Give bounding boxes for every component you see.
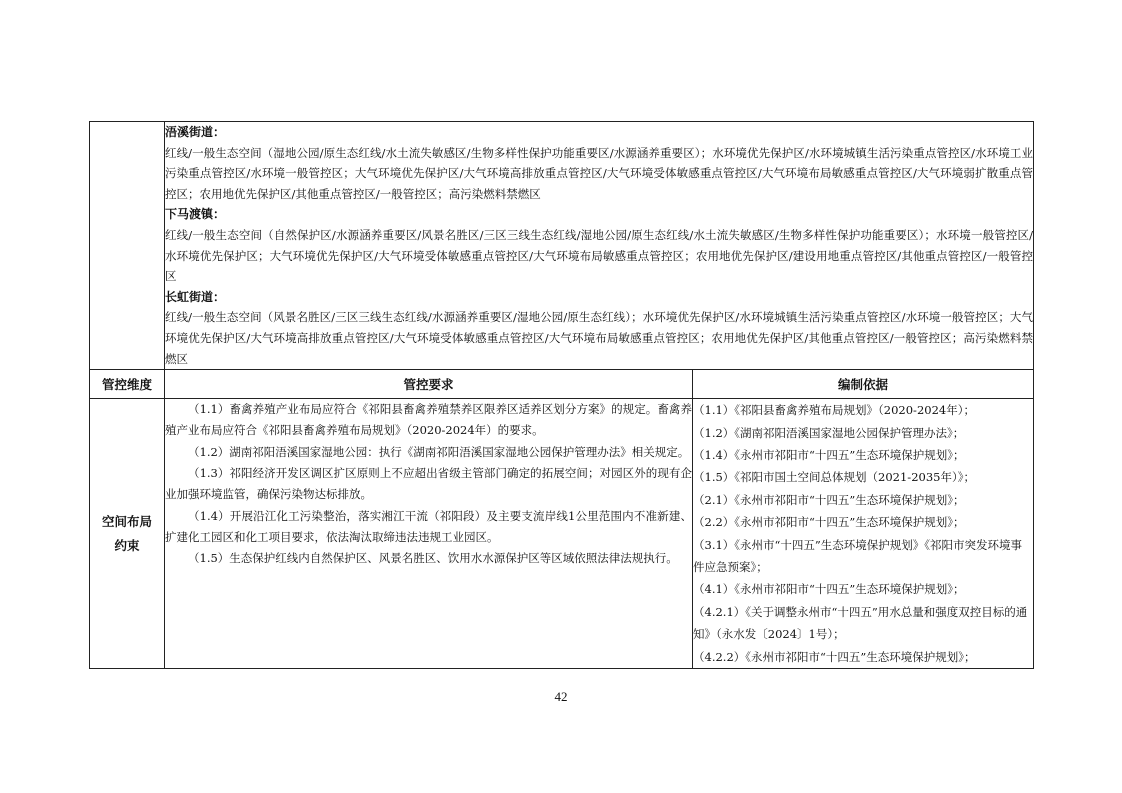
requirement-item: （1.5）生态保护红线内自然保护区、风景名胜区、饮用水水源保护区等区域依照法律法规执行。 (188, 551, 678, 566)
header-requirements: 管控要求 (165, 370, 693, 399)
page-number: 42 (554, 689, 568, 704)
zone-text: 红线/一般生态空间（湿地公园/原生态红线/水土流失敏感区/生物多样性保护功能重要区/水源涵养重要区）；水环境优先保护区/水环境城镇生活污染重点管控区/水环境工业污染重点管控区/水环境一般管控区；大气环境优先保护区/大气环境高排放重点管控区/大气环境受体敏感重点管控区/大气环境布局敏感重点管控区/大气环境弱扩散重点管控区；农用地优先保护区/其他重点管控区/一般管控区；高污染燃料禁燃区 (165, 145, 1034, 201)
basis-item: （1.2）《湖南祁阳浯溪国家湿地公园保护管理办法》； (693, 425, 965, 440)
basis-item: （1.1）《祁阳县畜禽养殖布局规划》（2020-2024年）； (693, 403, 975, 418)
header-basis: 编制依据 (693, 370, 1034, 399)
zone-title: 浯溪街道： (165, 125, 226, 139)
basis-item: （3.1）《永州市“十四五”生态环境保护规划》《祁阳市突发环境事件应急预案》； (693, 537, 1023, 574)
table-row (90, 399, 1034, 669)
control-table (89, 121, 1034, 669)
blank-dimension-cell (90, 122, 165, 370)
zone-text: 红线/一般生态空间（自然保护区/水源涵养重要区/风景名胜区/三区三线生态红线/湿地公园/原生态红线/水土流失敏感区/生物多样性保护功能重要区）；水环境一般管控区/水环境优先保护区；大气环境优先保护区/大气环境受体敏感重点管控区/大气环境布局敏感重点管控区；农用地优先保护区/建设用地重点管控区/其他重点管控区/一般管控区 (165, 227, 1034, 284)
basis-item: （4.2.1）《关于调整永州市“十四五”用水总量和强度双控目标的通知》（永水发〔2024〕1号）； (693, 604, 1028, 642)
zone-wuxi (165, 122, 1033, 204)
dimension-cell (90, 399, 165, 669)
basis-item: （1.4）《永州市祁阳市“十四五”生态环境保护规划》； (693, 447, 965, 462)
requirement-item: （1.4）开展沿江化工污染整治，落实湘江干流（祁阳段）及主要支流岸线1公里范围内不准新建、扩建化工园区和化工项目要求，依法淘汰取缔违法违规工业园区。 (165, 508, 692, 544)
header-dimension: 管控维度 (90, 370, 165, 399)
zone-title: 下马渡镇： (165, 207, 226, 222)
basis-item: （4.1）《永州市祁阳市“十四五”生态环境保护规划》； (693, 582, 965, 597)
zone-changhong (165, 287, 1033, 369)
basis-item: （1.5）《祁阳市国土空间总体规划（2021-2035年）》； (693, 470, 975, 485)
zones-cell (165, 122, 1034, 370)
basis-item: （4.2.2）《永州市祁阳市“十四五”生态环境保护规划》； (693, 649, 976, 664)
zone-text: 红线/一般生态空间（风景名胜区/三区三线生态红线/水源涵养重要区/湿地公园/原生态红线）；水环境优先保护区/水环境城镇生活污染重点管控区/水环境一般管控区；大气环境优先保护区/大气环境高排放重点管控区/大气环境受体敏感重点管控区/大气环境布局敏感重点管控区；农用地优先保护区/其他重点管控区/一般管控区；高污染燃料禁燃区 (165, 310, 1034, 366)
zone-xiamadu (165, 204, 1033, 286)
basis-item: （2.2）《永州市祁阳市“十四五”生态环境保护规划》； (693, 515, 965, 530)
dimension-label: 空间布局约束 (101, 513, 152, 553)
basis-cell (693, 399, 1034, 669)
requirement-item: （1.1）畜禽养殖产业布局应符合《祁阳县畜禽养殖禁养区限养区适养区划分方案》的规定。畜禽养殖产业布局应符合《祁阳县畜禽养殖布局规划》（2020-2024年）的要求。 (165, 402, 692, 438)
header-row (90, 370, 1034, 399)
requirement-item: （1.3）祁阳经济开发区调区扩区原则上不应超出省级主管部门确定的拓展空间；对园区外的现有企业加强环境监管，确保污染物达标排放。 (165, 466, 692, 502)
basis-item: （2.1）《永州市祁阳市“十四五”生态环境保护规划》； (693, 492, 965, 507)
zone-title: 长虹街道： (165, 289, 226, 304)
requirement-item: （1.2）湖南祁阳浯溪国家湿地公园：执行《湖南祁阳浯溪国家湿地公园保护管理办法》相关规定。 (188, 444, 690, 459)
requirements-cell (165, 399, 693, 669)
zones-row (90, 122, 1034, 370)
